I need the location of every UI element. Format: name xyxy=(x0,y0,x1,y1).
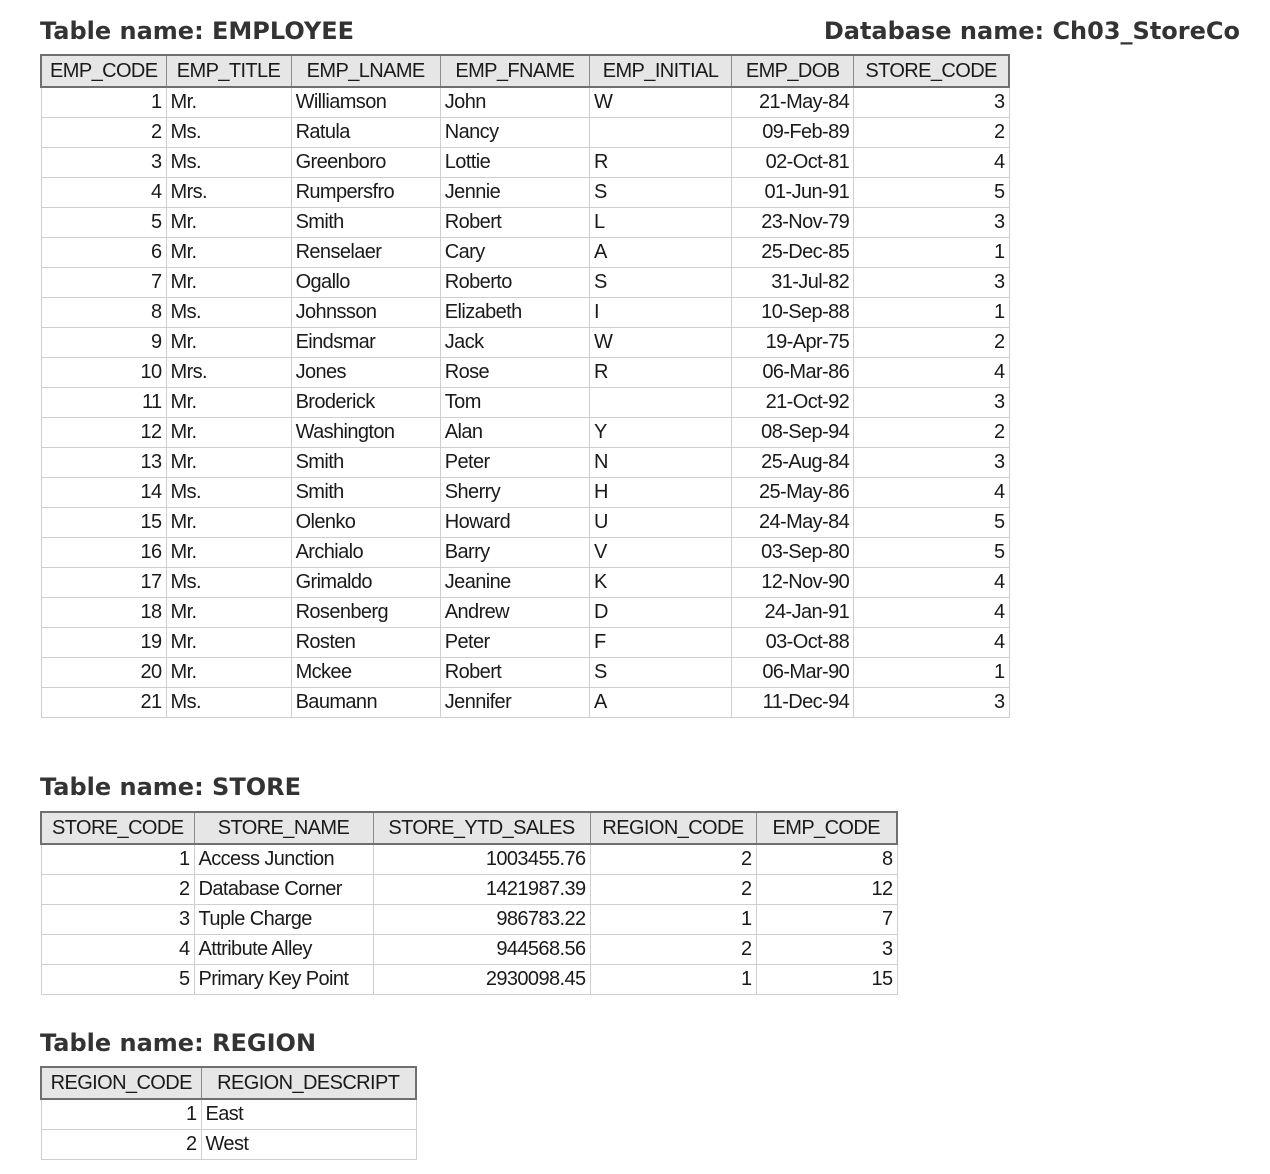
employee-cell-store-code: 2 xyxy=(854,418,1009,448)
employee-cell-emp-code: 14 xyxy=(41,478,166,508)
employee-cell-emp-initial xyxy=(590,118,732,148)
employee-cell-emp-title: Mr. xyxy=(166,418,291,448)
store-row xyxy=(41,875,897,905)
employee-cell-emp-initial: H xyxy=(590,478,732,508)
store-cell-region-code: 1 xyxy=(590,905,756,935)
employee-cell-emp-title: Ms. xyxy=(166,688,291,718)
employee-cell-emp-fname: Andrew xyxy=(440,598,589,628)
store-cell-store-ytd-sales: 1003455.76 xyxy=(373,844,590,875)
employee-cell-emp-code: 19 xyxy=(41,628,166,658)
employee-cell-emp-title: Ms. xyxy=(166,118,291,148)
employee-cell-emp-initial: N xyxy=(590,448,732,478)
employee-cell-emp-fname: Jennie xyxy=(440,178,589,208)
employee-cell-store-code: 5 xyxy=(854,508,1009,538)
employee-col-header: EMP_CODE xyxy=(41,55,166,87)
employee-cell-emp-code: 4 xyxy=(41,178,166,208)
employee-cell-emp-dob: 25-Aug-84 xyxy=(732,448,854,478)
employee-cell-emp-fname: Howard xyxy=(440,508,589,538)
store-cell-region-code: 1 xyxy=(590,965,756,995)
employee-cell-emp-lname: Renselaer xyxy=(291,238,440,268)
employee-cell-emp-code: 9 xyxy=(41,328,166,358)
employee-col-header: STORE_CODE xyxy=(854,55,1009,87)
store-row xyxy=(41,905,897,935)
employee-cell-store-code: 4 xyxy=(854,478,1009,508)
employee-cell-emp-dob: 21-May-84 xyxy=(732,87,854,118)
employee-cell-emp-initial: W xyxy=(590,87,732,118)
employee-cell-emp-dob: 12-Nov-90 xyxy=(732,568,854,598)
employee-table-body xyxy=(41,87,1009,718)
employee-cell-emp-title: Mr. xyxy=(166,208,291,238)
employee-row xyxy=(41,298,1009,328)
region-cell-region-code: 2 xyxy=(41,1130,201,1160)
employee-table xyxy=(40,54,1010,718)
employee-row xyxy=(41,598,1009,628)
employee-cell-emp-title: Mr. xyxy=(166,628,291,658)
employee-cell-emp-lname: Rumpersfro xyxy=(291,178,440,208)
employee-cell-emp-initial: F xyxy=(590,628,732,658)
employee-cell-emp-fname: Barry xyxy=(440,538,589,568)
employee-cell-store-code: 3 xyxy=(854,448,1009,478)
employee-cell-emp-initial: Y xyxy=(590,418,732,448)
employee-cell-emp-dob: 03-Oct-88 xyxy=(732,628,854,658)
employee-cell-emp-lname: Broderick xyxy=(291,388,440,418)
employee-cell-store-code: 5 xyxy=(854,178,1009,208)
employee-cell-store-code: 5 xyxy=(854,538,1009,568)
region-table-body xyxy=(41,1099,416,1160)
store-cell-emp-code: 3 xyxy=(756,935,897,965)
employee-cell-emp-initial: R xyxy=(590,148,732,178)
employee-cell-store-code: 2 xyxy=(854,118,1009,148)
employee-cell-emp-title: Ms. xyxy=(166,478,291,508)
employee-cell-emp-title: Mr. xyxy=(166,268,291,298)
employee-cell-emp-code: 11 xyxy=(41,388,166,418)
store-cell-region-code: 2 xyxy=(590,844,756,875)
employee-cell-emp-dob: 25-May-86 xyxy=(732,478,854,508)
employee-cell-emp-title: Mr. xyxy=(166,238,291,268)
employee-row xyxy=(41,418,1009,448)
employee-cell-emp-lname: Smith xyxy=(291,448,440,478)
region-header-row xyxy=(41,1067,416,1099)
employee-cell-store-code: 4 xyxy=(854,358,1009,388)
employee-row xyxy=(41,118,1009,148)
employee-cell-emp-dob: 31-Jul-82 xyxy=(732,268,854,298)
employee-cell-store-code: 4 xyxy=(854,148,1009,178)
employee-cell-emp-initial: A xyxy=(590,238,732,268)
employee-cell-emp-lname: Smith xyxy=(291,478,440,508)
employee-cell-emp-code: 21 xyxy=(41,688,166,718)
store-cell-store-code: 2 xyxy=(41,875,194,905)
employee-row xyxy=(41,178,1009,208)
employee-cell-emp-lname: Archialo xyxy=(291,538,440,568)
employee-row xyxy=(41,238,1009,268)
employee-row xyxy=(41,688,1009,718)
employee-cell-emp-fname: Lottie xyxy=(440,148,589,178)
employee-cell-emp-initial: S xyxy=(590,268,732,298)
employee-cell-emp-fname: John xyxy=(440,87,589,118)
store-row xyxy=(41,965,897,995)
employee-row xyxy=(41,658,1009,688)
region-row xyxy=(41,1130,416,1160)
employee-cell-emp-fname: Alan xyxy=(440,418,589,448)
employee-cell-emp-initial: K xyxy=(590,568,732,598)
store-cell-region-code: 2 xyxy=(590,935,756,965)
store-cell-store-code: 5 xyxy=(41,965,194,995)
employee-cell-emp-dob: 06-Mar-86 xyxy=(732,358,854,388)
employee-cell-emp-initial: D xyxy=(590,598,732,628)
employee-cell-emp-lname: Jones xyxy=(291,358,440,388)
employee-cell-emp-code: 20 xyxy=(41,658,166,688)
employee-col-header: EMP_TITLE xyxy=(166,55,291,87)
employee-cell-emp-dob: 23-Nov-79 xyxy=(732,208,854,238)
store-cell-store-code: 3 xyxy=(41,905,194,935)
employee-header-row xyxy=(41,55,1009,87)
employee-cell-emp-code: 13 xyxy=(41,448,166,478)
region-cell-region-descript: West xyxy=(201,1130,416,1160)
store-cell-emp-code: 7 xyxy=(756,905,897,935)
region-cell-region-descript: East xyxy=(201,1099,416,1130)
store-header-row xyxy=(41,812,897,844)
employee-cell-emp-lname: Johnsson xyxy=(291,298,440,328)
store-cell-store-name: Attribute Alley xyxy=(194,935,373,965)
employee-cell-emp-fname: Peter xyxy=(440,628,589,658)
employee-cell-emp-lname: Williamson xyxy=(291,87,440,118)
employee-cell-emp-code: 1 xyxy=(41,87,166,118)
region-table-caption: Table name: REGION xyxy=(40,1029,317,1057)
employee-cell-store-code: 4 xyxy=(854,628,1009,658)
employee-cell-store-code: 3 xyxy=(854,268,1009,298)
employee-cell-emp-title: Mr. xyxy=(166,87,291,118)
employee-cell-emp-fname: Nancy xyxy=(440,118,589,148)
employee-cell-emp-lname: Smith xyxy=(291,208,440,238)
employee-cell-store-code: 1 xyxy=(854,658,1009,688)
employee-cell-emp-lname: Ratula xyxy=(291,118,440,148)
database-name-label: Database name: Ch03_StoreCo xyxy=(823,17,1240,45)
store-col-header: EMP_CODE xyxy=(756,812,897,844)
employee-row xyxy=(41,628,1009,658)
employee-cell-emp-dob: 06-Mar-90 xyxy=(732,658,854,688)
employee-row xyxy=(41,538,1009,568)
employee-cell-emp-lname: Washington xyxy=(291,418,440,448)
store-row xyxy=(41,935,897,965)
employee-cell-emp-title: Mr. xyxy=(166,388,291,418)
employee-cell-emp-dob: 24-May-84 xyxy=(732,508,854,538)
employee-cell-store-code: 1 xyxy=(854,238,1009,268)
store-cell-store-code: 1 xyxy=(41,844,194,875)
store-cell-store-code: 4 xyxy=(41,935,194,965)
employee-cell-emp-dob: 19-Apr-75 xyxy=(732,328,854,358)
employee-row xyxy=(41,388,1009,418)
employee-cell-emp-initial xyxy=(590,388,732,418)
employee-cell-emp-code: 7 xyxy=(41,268,166,298)
employee-cell-emp-fname: Elizabeth xyxy=(440,298,589,328)
employee-cell-emp-fname: Cary xyxy=(440,238,589,268)
employee-cell-emp-title: Mr. xyxy=(166,538,291,568)
employee-cell-emp-lname: Mckee xyxy=(291,658,440,688)
employee-cell-store-code: 4 xyxy=(854,568,1009,598)
employee-row xyxy=(41,87,1009,118)
employee-cell-emp-initial: S xyxy=(590,658,732,688)
employee-cell-store-code: 3 xyxy=(854,87,1009,118)
employee-cell-emp-lname: Rosenberg xyxy=(291,598,440,628)
employee-cell-store-code: 3 xyxy=(854,208,1009,238)
employee-cell-emp-dob: 02-Oct-81 xyxy=(732,148,854,178)
store-cell-region-code: 2 xyxy=(590,875,756,905)
employee-cell-store-code: 1 xyxy=(854,298,1009,328)
employee-row xyxy=(41,208,1009,238)
employee-cell-store-code: 3 xyxy=(854,388,1009,418)
employee-cell-emp-fname: Rose xyxy=(440,358,589,388)
employee-cell-emp-dob: 24-Jan-91 xyxy=(732,598,854,628)
employee-cell-emp-dob: 21-Oct-92 xyxy=(732,388,854,418)
employee-cell-emp-title: Mr. xyxy=(166,658,291,688)
employee-row xyxy=(41,148,1009,178)
employee-row xyxy=(41,568,1009,598)
employee-cell-emp-fname: Tom xyxy=(440,388,589,418)
employee-cell-emp-title: Mr. xyxy=(166,448,291,478)
store-cell-store-ytd-sales: 2930098.45 xyxy=(373,965,590,995)
region-col-header: REGION_CODE xyxy=(41,1067,201,1099)
employee-col-header: EMP_FNAME xyxy=(440,55,589,87)
employee-cell-emp-code: 15 xyxy=(41,508,166,538)
store-cell-emp-code: 8 xyxy=(756,844,897,875)
employee-cell-emp-dob: 25-Dec-85 xyxy=(732,238,854,268)
employee-cell-emp-code: 10 xyxy=(41,358,166,388)
employee-cell-emp-initial: L xyxy=(590,208,732,238)
store-cell-emp-code: 12 xyxy=(756,875,897,905)
employee-cell-emp-lname: Ogallo xyxy=(291,268,440,298)
employee-cell-emp-title: Ms. xyxy=(166,148,291,178)
store-row xyxy=(41,844,897,875)
store-cell-store-name: Access Junction xyxy=(194,844,373,875)
employee-row xyxy=(41,448,1009,478)
store-table xyxy=(40,811,898,995)
employee-cell-emp-fname: Roberto xyxy=(440,268,589,298)
employee-cell-emp-fname: Sherry xyxy=(440,478,589,508)
employee-cell-store-code: 3 xyxy=(854,688,1009,718)
employee-col-header: EMP_DOB xyxy=(732,55,854,87)
employee-cell-emp-code: 17 xyxy=(41,568,166,598)
employee-cell-emp-dob: 08-Sep-94 xyxy=(732,418,854,448)
store-table-caption: Table name: STORE xyxy=(40,773,301,801)
store-cell-store-name: Tuple Charge xyxy=(194,905,373,935)
employee-cell-emp-code: 8 xyxy=(41,298,166,328)
employee-col-header: EMP_INITIAL xyxy=(590,55,732,87)
store-cell-store-name: Primary Key Point xyxy=(194,965,373,995)
employee-cell-store-code: 2 xyxy=(854,328,1009,358)
store-cell-store-ytd-sales: 986783.22 xyxy=(373,905,590,935)
region-cell-region-code: 1 xyxy=(41,1099,201,1130)
employee-cell-emp-code: 6 xyxy=(41,238,166,268)
employee-row xyxy=(41,508,1009,538)
region-col-header: REGION_DESCRIPT xyxy=(201,1067,416,1099)
store-table-body xyxy=(41,844,897,995)
store-cell-store-ytd-sales: 1421987.39 xyxy=(373,875,590,905)
employee-cell-emp-lname: Olenko xyxy=(291,508,440,538)
employee-cell-emp-lname: Baumann xyxy=(291,688,440,718)
employee-cell-emp-code: 18 xyxy=(41,598,166,628)
employee-cell-emp-lname: Rosten xyxy=(291,628,440,658)
employee-row xyxy=(41,268,1009,298)
employee-cell-emp-fname: Robert xyxy=(440,658,589,688)
employee-cell-emp-code: 12 xyxy=(41,418,166,448)
employee-cell-emp-code: 3 xyxy=(41,148,166,178)
employee-row xyxy=(41,478,1009,508)
employee-cell-emp-lname: Greenboro xyxy=(291,148,440,178)
employee-cell-emp-initial: U xyxy=(590,508,732,538)
employee-cell-emp-fname: Robert xyxy=(440,208,589,238)
employee-table-caption: Table name: EMPLOYEE xyxy=(40,17,355,45)
employee-cell-emp-title: Mr. xyxy=(166,508,291,538)
employee-row xyxy=(41,328,1009,358)
employee-cell-emp-dob: 11-Dec-94 xyxy=(732,688,854,718)
employee-cell-emp-dob: 09-Feb-89 xyxy=(732,118,854,148)
employee-cell-emp-initial: V xyxy=(590,538,732,568)
employee-cell-emp-code: 16 xyxy=(41,538,166,568)
employee-cell-emp-title: Ms. xyxy=(166,298,291,328)
store-col-header: STORE_YTD_SALES xyxy=(373,812,590,844)
employee-cell-emp-title: Mrs. xyxy=(166,358,291,388)
employee-cell-emp-code: 2 xyxy=(41,118,166,148)
employee-cell-emp-lname: Eindsmar xyxy=(291,328,440,358)
region-table xyxy=(40,1066,417,1160)
employee-cell-emp-code: 5 xyxy=(41,208,166,238)
employee-cell-emp-dob: 03-Sep-80 xyxy=(732,538,854,568)
employee-cell-emp-initial: A xyxy=(590,688,732,718)
employee-cell-emp-fname: Jeanine xyxy=(440,568,589,598)
employee-cell-emp-initial: S xyxy=(590,178,732,208)
employee-cell-emp-fname: Peter xyxy=(440,448,589,478)
store-cell-store-name: Database Corner xyxy=(194,875,373,905)
region-row xyxy=(41,1099,416,1130)
store-col-header: REGION_CODE xyxy=(590,812,756,844)
employee-cell-emp-title: Mr. xyxy=(166,328,291,358)
employee-cell-emp-dob: 01-Jun-91 xyxy=(732,178,854,208)
employee-cell-emp-lname: Grimaldo xyxy=(291,568,440,598)
store-cell-store-ytd-sales: 944568.56 xyxy=(373,935,590,965)
store-cell-emp-code: 15 xyxy=(756,965,897,995)
employee-cell-emp-dob: 10-Sep-88 xyxy=(732,298,854,328)
employee-cell-emp-title: Mrs. xyxy=(166,178,291,208)
employee-row xyxy=(41,358,1009,388)
employee-cell-store-code: 4 xyxy=(854,598,1009,628)
employee-cell-emp-fname: Jennifer xyxy=(440,688,589,718)
employee-cell-emp-fname: Jack xyxy=(440,328,589,358)
employee-cell-emp-initial: I xyxy=(590,298,732,328)
employee-col-header: EMP_LNAME xyxy=(291,55,440,87)
employee-cell-emp-title: Mr. xyxy=(166,598,291,628)
employee-cell-emp-initial: R xyxy=(590,358,732,388)
employee-cell-emp-title: Ms. xyxy=(166,568,291,598)
store-col-header: STORE_CODE xyxy=(41,812,194,844)
store-col-header: STORE_NAME xyxy=(194,812,373,844)
employee-cell-emp-initial: W xyxy=(590,328,732,358)
